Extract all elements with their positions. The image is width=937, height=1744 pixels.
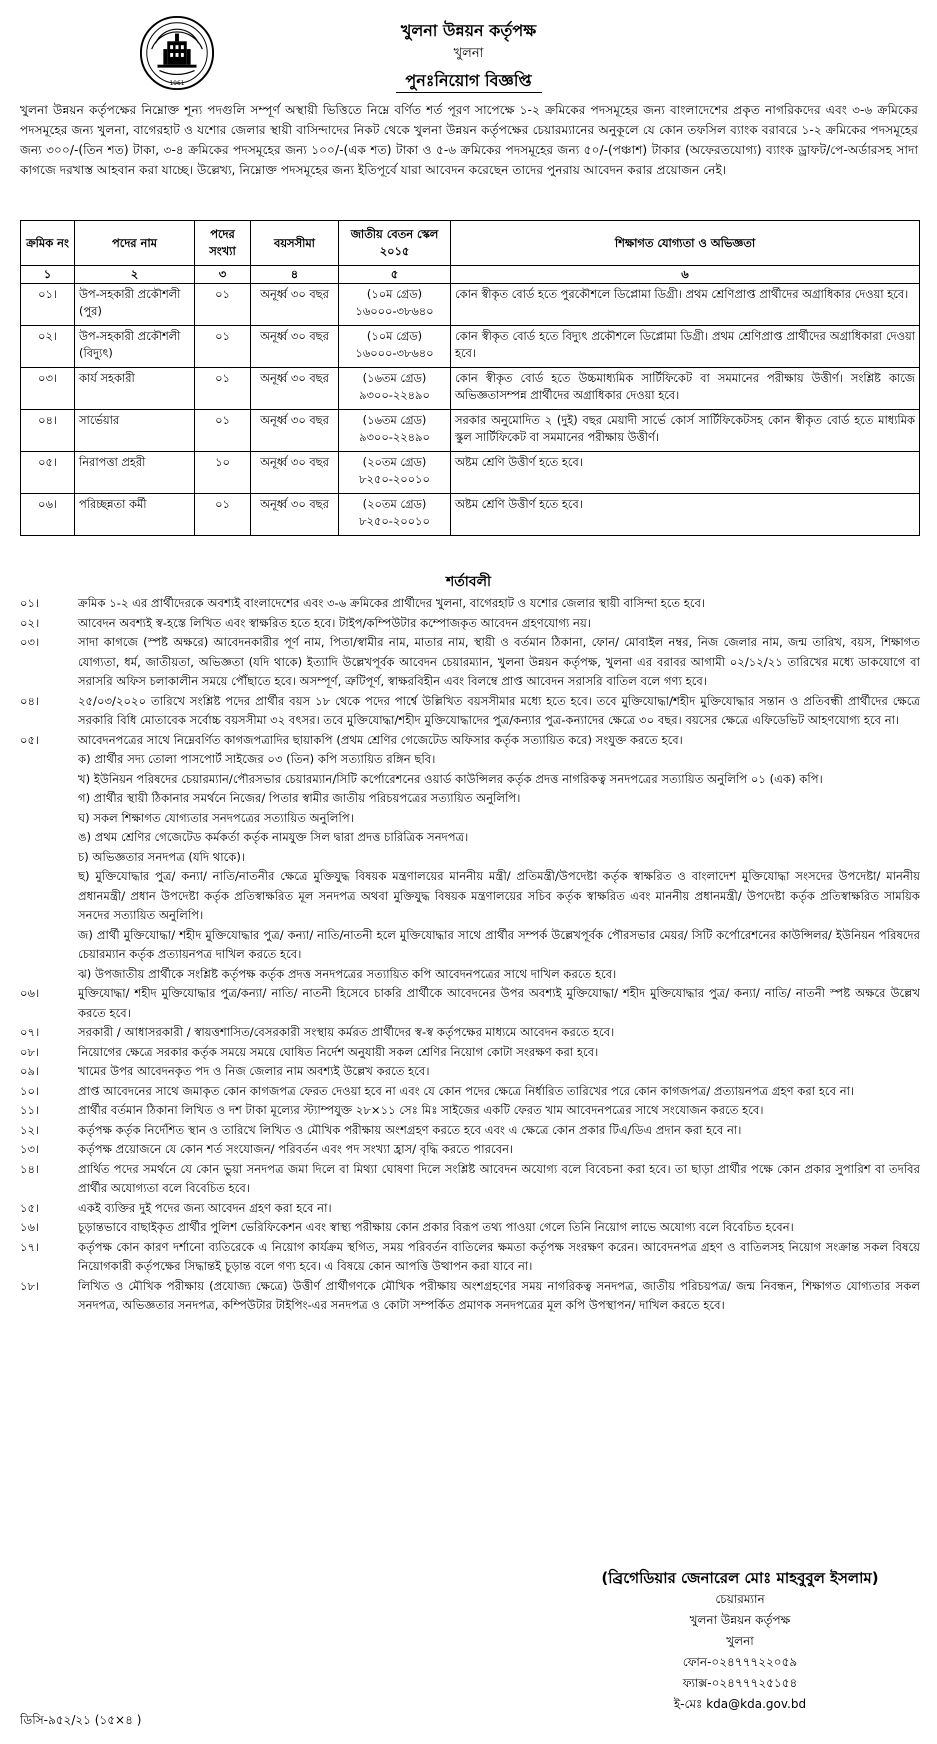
signatory-organization: খুলনা উন্নয়ন কর্তৃপক্ষ — [689, 1613, 791, 1627]
qualification-cell: কোন স্বীকৃত বোর্ড হতে বিদ্যুৎ প্রকৌশলে ডিপ্লোমা ডিগ্রী। প্রথম শ্রেণিপ্রাপ্ত প্রার্থীদের অগ্রাধিকারা দেওয়া হবে। — [451, 326, 920, 368]
pay-scale-cell — [339, 284, 451, 326]
condition-number: ১৫। — [20, 1200, 40, 1215]
age-limit-cell: অনূর্ধ্ব ৩০ বছর — [251, 368, 339, 410]
intro-paragraph: খুলনা উন্নয়ন কর্তৃপক্ষের নিম্নোক্ত শূন্য পদগুলি সম্পূর্ণ অস্থায়ী ভিত্তিতে নিম্নে বর্ণিত শর্ত পূরণ সাপেক্ষে ১-২ ক্রমিকের পদসমূহের জন্য বাংলাদেশের প্রকৃত নাগরিকদের এবং ৩-৬ ক্রমিকের পদসমূহের জন্য খুলনা, বাগেরহাট ও যশোর জেলার স্থায়ী বাসিন্দাদের নিকট থেকে খুলনা উন্নয়ন কর্তৃপক্ষের চেয়ারম্যানের অনুকূলে যে কোন তফসিল ব্যাংক বরাবরে ১-২ ক্রমিকের পদসমূহের জন্য ৩০০/-(তিন শত) টাকা, ৩-৪ ক্রমিকের পদসমূহের জন্য ১০০/-(এক শত) টাকা ও ৫-৬ ক্রমিকের পদসমূহের জন্য ৫০/-(পঞ্চাশ) টাকার (অফেরতযোগ্য) ব্যাংক ড্রাফট/পে-অর্ডারসহ সাদা কাগজে দরখাস্ত আহবান করা যাচ্ছে। উল্লেখ্য, নিম্নোক্ত পদসমূহের জন্য ইতিপূর্বে যারা আবেদন করেছেন তাদের পুনরায় আবেদন করার প্রয়োজন নেই। — [20, 103, 918, 177]
condition-text: কর্তৃপক্ষ কর্তৃক নির্দেশিত স্থান ও তারিখে লিখিত ও মৌখিক পরীক্ষায় অংশগ্রহণ করতে হবে এবং এ ক্ষেত্রে কোন প্রকার টিএ/ডিএ প্রদান করা হবে না। — [78, 1122, 742, 1137]
condition-number: ১৭। — [20, 1239, 40, 1254]
condition-number: ০২। — [20, 615, 40, 630]
condition-number: ০৬। — [20, 986, 40, 1000]
post-name-cell: কার্য সহকারী — [75, 368, 195, 410]
condition-text: আবেদন অবশ্যই স্ব-হস্তে লিখিত এবং স্বাক্ষরিত হতে হবে। টাইপ/কম্পিউটার কম্পোজকৃত আবেদন গ্রহণযোগ্য নয়। — [78, 615, 591, 630]
email-address: ই-মেঃ kda@kda.gov.bd — [673, 1697, 807, 1711]
condition-sub-item: ছ) মুক্তিযোদ্ধার পুত্র/ কন্যা/ নাতি/নাতনীর ক্ষেত্রে মুক্তিযুদ্ধ বিষয়ক মন্ত্রণালয়ের মাননীয় মন্ত্রী/ প্রতিমন্ত্রী/উপদেষ্টা কর্তৃক স্বাক্ষরিত ও বাংলাদেশ মুক্তিযোদ্ধা সংসদের উপদেষ্টা/ মাননীয় প্রধানমন্ত্রী/ প্রধান উপদেষ্টা কর্তৃক প্রতিস্বাক্ষরিত মূল সনদপত্র অথবা মুক্তিযুদ্ধ বিষয়ক মন্ত্রণালয়ের সচিব কর্তৃক স্বাক্ষরিত এবং মাননীয় প্রধানমন্ত্রী/ উপদেষ্টা কর্তৃক প্রতিস্বাক্ষরিত সাময়িক সনদের সত্যায়িত অনুলিপি। — [78, 869, 920, 922]
post-count-cell: ১০ — [195, 452, 251, 494]
condition-item — [20, 1082, 920, 1102]
condition-number: ১৪। — [20, 1161, 40, 1176]
pay-scale-cell — [339, 494, 451, 536]
condition-item — [20, 1277, 920, 1316]
age-limit-cell: অনূর্ধ্ব ৩০ বছর — [251, 410, 339, 452]
table-row — [21, 452, 920, 494]
column-number: ৬ — [451, 266, 920, 284]
condition-text: নিয়োগের ক্ষেত্রে সরকার কর্তৃক সময়ে সময়ে ঘোষিত নির্দেশ অনুযায়ী সকল শ্রেণির নিয়োগ কোটা সংরক্ষণ করা হবে। — [78, 1044, 599, 1059]
condition-number: ০১। — [20, 596, 40, 610]
condition-text: সাদা কাগজে (স্পষ্ট অক্ষরে) আবেদনকারীর পূর্ণ নাম, পিতা/স্বামীর নাম, মাতার নাম, স্থায়ী ও বর্তমান ঠিকানা, ফোন/ মোবাইল নম্বর, নিজ জেলার নাম, জন্ম তারিখ, বয়স, শিক্ষাগত যোগ্যতা, ধর্ম, জাতীয়তা, অভিজ্ঞতা (যদি থাকে) ইত্যাদি উল্লেখপূর্বক আবেদন চেয়ারম্যান, খুলনা উন্নয়ন কর্তৃপক্ষ, খুলনা এর বরাবর আগামী ০২/১২/২১ তারিখের মধ্যে ডাকযোগে বা সরাসরি অফিস চলাকালীন সময়ে পৌঁছাতে হবে। অসম্পূর্ণ, ত্রুটিপূর্ণ, স্বাক্ষরবিহীন এবং বিলম্বে প্রাপ্ত আবেদন সরাসরি বাতিল বলে গণ্য হবে। — [78, 635, 920, 688]
condition-sub-item: ঝ) উপজাতীয় প্রার্থীকে সংশ্লিষ্ট কর্তৃপক্ষ কর্তৃক প্রদত্ত সনদপত্রের সত্যায়িত কপি আবেদনপত্রের সাথে দাখিল করতে হবে। — [78, 966, 617, 981]
pay-grade: (১৬তম গ্রেড) — [362, 413, 427, 427]
pay-scale-cell — [339, 368, 451, 410]
table-row — [21, 494, 920, 536]
fax-number: ফ্যাক্স-০২৪৭৭৭২৫১৫৪ — [682, 1676, 798, 1690]
post-rows — [21, 284, 920, 536]
pay-range: ১৬০০০-৩৮৬৪০ — [355, 346, 434, 360]
qualification-cell: কোন স্বীকৃত বোর্ড হতে পুরকৌশলে ডিপ্লোমা ডিগ্রী। প্রথম শ্রেণিপ্রাপ্ত প্রার্থীদের অগ্রাধিকার দেওয়া হবে। — [451, 284, 920, 326]
condition-text: খামের উপর আবেদনকৃত পদ ও নিজ জেলার নাম অবশ্যই উল্লেখ করতে হবে। — [78, 1064, 430, 1078]
condition-number: ১৩। — [20, 1142, 40, 1156]
condition-item — [20, 1023, 920, 1043]
pay-scale-cell — [339, 326, 451, 368]
table-header-row — [21, 221, 920, 266]
condition-text: প্রার্থিত পদের সমর্থনে যে কোন ভুয়া সনদপত্র জমা দিলে বা মিথ্যা ঘোষণা দিলে সংশ্লিষ্ট আবেদন অযোগ্য বলে বিবেচনা করা হবে। তা ছাড়া প্রার্থীর পক্ষে কোন প্রকার সুপারিশ বা তদবির প্রার্থীর অযোগ্যতা বলে বিবেচিত হবে। — [78, 1161, 920, 1195]
table-row — [21, 284, 920, 326]
serial-cell: ০৪। — [21, 410, 75, 452]
post-name-cell: উপ-সহকারী প্রকৌশলী (পুর) — [75, 284, 195, 326]
condition-text: ২৫/০৩/২০২০ তারিখে সংশ্লিষ্ট পদের প্রার্থীর বয়স ১৮ থেকে পদের পার্শ্বে উল্লিখিত বয়সসীমার মধ্যে হতে হবে। তবে মুক্তিযোদ্ধা/শহীদ মুক্তিযোদ্ধার সন্তান ও প্রতিবন্ধী প্রার্থীদের ক্ষেত্রে সরকারি বিধি মোতাবেক সর্বোচ্চ বয়সসীমা ৩২ বৎসর। তবে মুক্তিযোদ্ধা/শহীদ মুক্তিযোদ্ধাদের পুত্র/কন্যার পুত্র-কন্যাদের ক্ষেত্রে ৩০ বছর। বয়সের ক্ষেত্রে এফিডেভিট আহণযোগ্য হবে না। — [78, 693, 920, 727]
condition-item — [20, 1160, 920, 1199]
condition-item — [20, 1101, 920, 1121]
condition-number: ১৬। — [20, 1220, 40, 1234]
table-row — [21, 410, 920, 452]
condition-item — [20, 984, 920, 1023]
condition-sub-item: জ) প্রার্থী মুক্তিযোদ্ধা/ শহীদ মুক্তিযোদ্ধার পুত্র/ কন্যা/ নাতি/নাতনী হলে মুক্তিযোদ্ধার সাথে প্রার্থীর সম্পর্ক উল্লেখপূর্বক পৌরসভার মেয়র/ সিটি কর্পোরেশনের কাউন্সিলর/ ইউনিয়ন পরিষদের চেয়ারম্যান কর্তৃক প্রত্যায়নপত্র দাখিল করতে হবে। — [78, 927, 920, 961]
pay-range: ৮২৫০-২০০১০ — [359, 514, 430, 528]
posts-table — [20, 220, 920, 536]
condition-text: চূড়ান্তভাবে বাছাইকৃত প্রার্থীর পুলিশ ভেরিফিকেশন এবং স্বাস্থ্য পরীক্ষায় কোন প্রকার বিরূপ তথ্য পাওয়া গেলে তিনি নিয়োগ লাভে অযোগ্য বলে বিবেচিত হবেন। — [78, 1220, 794, 1234]
column-number: ৫ — [339, 266, 451, 284]
age-limit-cell: অনূর্ধ্ব ৩০ বছর — [251, 284, 339, 326]
pay-range: ৯৩০০-২২৪৯০ — [359, 430, 430, 444]
signature-block — [560, 1568, 920, 1715]
header-serial: ক্রমিক নং — [21, 221, 75, 266]
condition-item — [20, 594, 920, 614]
condition-item — [20, 633, 920, 692]
condition-sub-item: ঘ) সকল শিক্ষাগত যোগ্যতার সনদপত্রের সত্যায়িত অনুলিপি। — [78, 810, 354, 825]
condition-number: ১০। — [20, 1083, 40, 1098]
header-pay-scale: জাতীয় বেতন স্কেল ২০১৫ — [339, 221, 451, 266]
condition-number: ০৩। — [20, 635, 40, 649]
condition-number: ১৮। — [20, 1278, 40, 1293]
header-post-name: পদের নাম — [75, 221, 195, 266]
condition-item — [20, 1121, 920, 1141]
condition-text: ক্রমিক ১-২ এর প্রার্থীদেরকে অবশ্যই বাংলাদেশের এবং ৩-৬ ক্রমিকের প্রার্থীদের খুলনা, বাগেরহাট ও যশোর জেলার স্থায়ী বাসিন্দা হতে হবে। — [78, 596, 706, 610]
condition-text: প্রার্থীর বর্তমান ঠিকানা লিখিত ও দশ টাকা মূল্যের স্ট্যাম্পযুক্ত ২৮×১১ সেঃ মিঃ সাইজের একটি ফেরত খাম আবেদনপত্রের সাথে সংযোজন করতে হবে। — [78, 1103, 764, 1117]
pay-grade: (২০তম গ্রেড) — [362, 455, 427, 469]
condition-sub-item: খ) ইউনিয়ন পরিষদের চেয়ারম্যান/পৌরসভার চেয়ারম্যান/সিটি কর্পোরেশনের ওয়ার্ড কাউন্সিলর কর্তৃক প্রদত্ত নাগরিকত্ব সনদপত্রের সত্যায়িত অনুলিপি ০১ (এক) কপি। — [78, 771, 823, 786]
condition-item — [20, 692, 920, 731]
condition-item — [20, 1199, 920, 1219]
phone-number: ফোন-০২৪৭৭৭২২০৫৯ — [682, 1655, 798, 1669]
serial-cell: ০৬। — [21, 494, 75, 536]
qualification-cell: অষ্টম শ্রেণি উত্তীর্ণ হতে হবে। — [451, 452, 920, 494]
condition-item — [20, 1140, 920, 1160]
post-name-cell: পরিচ্ছন্নতা কর্মী — [75, 494, 195, 536]
pay-grade: (২০তম গ্রেড) — [362, 497, 427, 511]
table-row — [21, 326, 920, 368]
condition-item — [20, 1238, 920, 1277]
condition-item — [20, 1043, 920, 1063]
age-limit-cell: অনূর্ধ্ব ৩০ বছর — [251, 326, 339, 368]
column-number: ৪ — [251, 266, 339, 284]
condition-sub-item: ঙ) প্রথম শ্রেণির গেজেটেড কর্মকর্তা কর্তৃক নামযুক্ত সিল দ্বারা প্রদত্ত চারিত্রিক সনদপত্র। — [78, 830, 469, 844]
notice-title: পুনঃনিয়োগ বিজ্ঞপ্তি — [405, 71, 532, 90]
pay-grade: (১০ম গ্রেড) — [366, 329, 423, 343]
pay-grade: (১০ম গ্রেড) — [366, 287, 423, 301]
serial-cell: ০৫। — [21, 452, 75, 494]
age-limit-cell: অনূর্ধ্ব ৩০ বছর — [251, 452, 339, 494]
condition-number: ০৮। — [20, 1044, 40, 1059]
qualification-cell: সরকার অনুমোদিত ২ (দুই) বছর মেয়াদী সার্ভে কোর্স সার্টিফিকেটসহ কোন স্বীকৃত বোর্ড হতে মাধ্যমিক স্কুল সার্টিফিকেট বা সমমানের পরীক্ষায় উত্তীর্ণ। — [451, 410, 920, 452]
condition-number: ০৫। — [20, 732, 40, 747]
condition-text: একই ব্যক্তির দুই পদের জন্য আবেদন গ্রহণ করা হবে না। — [78, 1200, 332, 1215]
condition-sub-item: ক) প্রার্থীর সদ্য তোলা পাসপোর্ট সাইজের ০৩ (তিন) কপি সত্যায়িত রঙ্গিন ছবি। — [78, 752, 436, 766]
memo-number: ডিসি-৯৫২/২১ (১৫×৪ ) — [20, 1713, 142, 1727]
condition-text: সরকারী / আধাসরকারী / স্বায়ত্তশাসিত/বেসরকারী সংস্থায় কর্মরত প্রার্থীদের স্ব-স্ব কর্তৃপক্ষের মাধ্যমে আবেদন করতে হবে। — [78, 1025, 615, 1039]
condition-number: ১১। — [20, 1103, 40, 1117]
logo-year: 1961 — [169, 81, 185, 88]
city-label: খুলনা — [453, 46, 484, 61]
column-number-row — [21, 266, 920, 284]
signatory-city: খুলনা — [726, 1634, 754, 1648]
organization-title: খুলনা উন্নয়ন কর্তৃপক্ষ — [400, 21, 537, 40]
serial-cell: ০১। — [21, 284, 75, 326]
pay-range: ৯৩০০-২২৪৯০ — [359, 388, 430, 402]
condition-text: প্রাপ্ত আবেদনের সাথে জমাকৃত কোন কাগজপত্র ফেরত দেওয়া হবে না এবং যে কোন পদের ক্ষেত্রে নির্ধারিত তারিখের পরে কোন কাগজপত্র/ প্রত্যায়নপত্র গ্রহণ করা হবে না। — [78, 1083, 855, 1098]
condition-number: ০৯। — [20, 1064, 40, 1078]
post-count-cell: ০১ — [195, 284, 251, 326]
qualification-cell: কোন স্বীকৃত বোর্ড হতে উচ্চমাধ্যমিক সার্টিফিকেট বা সমমানের পরীক্ষায় উত্তীর্ণ। সংশ্লিষ্ট কাজে অভিজ্ঞতাসম্পন্ন প্রার্থীদের অগ্রাধিকার দেওয়া হবে। — [451, 368, 920, 410]
header-post-count: পদের সংখ্যা — [195, 221, 251, 266]
condition-item — [20, 614, 920, 634]
post-count-cell: ০১ — [195, 326, 251, 368]
condition-sub-item: গ) প্রার্থীর স্থায়ী ঠিকানার সমর্থনে নিজের/ পিতার স্বামীর জাতীয় পরিচয়পত্রের সত্যায়িত অনুলিপি। — [78, 791, 521, 805]
column-number: ৩ — [195, 266, 251, 284]
condition-item — [20, 731, 920, 985]
condition-sub-item: চ) অভিজ্ঞতার সনদপত্র (যদি থাকে)। — [78, 849, 246, 864]
condition-item — [20, 1218, 920, 1238]
pay-grade: (১৬তম গ্রেড) — [362, 371, 427, 385]
pay-scale-cell — [339, 410, 451, 452]
signatory-designation: চেয়ারম্যান — [715, 1592, 765, 1606]
condition-text: কর্তৃপক্ষ প্রয়োজনে যে কোন শর্ত সংযোজন/ পরিবর্তন এবং পদ সংখ্যা হ্রাস/ বৃদ্ধি করতে পারবেন। — [78, 1142, 514, 1156]
pay-range: ৮২৫০-২০০১০ — [359, 472, 430, 486]
conditions-title: শর্তাবলী — [445, 574, 492, 590]
qualification-cell: অষ্টম শ্রেণি উত্তীর্ণ হতে হবে। — [451, 494, 920, 536]
condition-text: লিখিত ও মৌখিক পরীক্ষায় (প্রযোজ্য ক্ষেত্রে) উত্তীর্ণ প্রার্থীগণকে মৌখিক পরীক্ষায় অংশগ্রহণের সময় নাগরিকত্ব সনদপত্র, জাতীয় পরিচয়পত্র/ জন্ম নিবন্ধন, শিক্ষাগত যোগ্যতার সকল সনদপত্র, অভিজ্ঞতার সনদপত্র, কম্পিউটার টাইপিং-এর সনদপত্র ও কোটা সম্পর্কিত প্রমাণক সনদপত্রের মূল কপি উপস্থাপন/ দাখিল করতে হবে। — [78, 1278, 920, 1312]
condition-number: ১২। — [20, 1122, 40, 1137]
condition-number: ০৪। — [20, 693, 40, 708]
post-count-cell: ০১ — [195, 494, 251, 536]
post-name-cell: সার্ভেয়ার — [75, 410, 195, 452]
conditions-list — [20, 594, 920, 1316]
pay-range: ১৬০০০-৩৮৬৪০ — [355, 304, 434, 318]
post-count-cell: ০১ — [195, 410, 251, 452]
signatory-name: (ব্রিগেডিয়ার জেনারেল মোঃ মাহবুবুল ইসলাম) — [601, 1569, 879, 1587]
condition-text: মুক্তিযোদ্ধা/ শহীদ মুক্তিযোদ্ধার পুত্র/কন্যা/ নাতি/ নাতনী হিসেবে চাকরি প্রার্থীকে আবেদনের উপর অবশ্যই মুক্তিযোদ্ধা/ শহীদ মুক্তিযোদ্ধার পুত্র/ কন্যা/ নাতি/ নাতনী স্পষ্ট অক্ষরে উল্লেখ করতে হবে। — [78, 986, 920, 1020]
post-name-cell: নিরাপত্তা প্রহরী — [75, 452, 195, 494]
title-underline — [396, 92, 542, 93]
header-age-limit: বয়সসীমা — [251, 221, 339, 266]
post-name-cell: উপ-সহকারী প্রকৌশলী (বিদ্যুৎ) — [75, 326, 195, 368]
header-qualification: শিক্ষাগত যোগ্যতা ও অভিজ্ঞতা — [451, 221, 920, 266]
condition-number: ০৭। — [20, 1025, 40, 1039]
serial-cell: ০৩। — [21, 368, 75, 410]
column-number: ১ — [21, 266, 75, 284]
age-limit-cell: অনূর্ধ্ব ৩০ বছর — [251, 494, 339, 536]
column-number: ২ — [75, 266, 195, 284]
table-row — [21, 368, 920, 410]
condition-item — [20, 1062, 920, 1082]
serial-cell: ০২। — [21, 326, 75, 368]
post-count-cell: ০১ — [195, 368, 251, 410]
condition-text: আবেদনপত্রের সাথে নিম্নেবর্ণিত কাগজপত্রাদির ছায়াকপি (প্রথম শ্রেণির গেজেটেড অফিসার কর্তৃক সত্যায়িত করে) সংযুক্ত করতে হবে। — [78, 732, 683, 747]
condition-text: কর্তৃপক্ষ কোন কারণ দর্শানো ব্যতিরেকে এ নিয়োগ কার্যক্রম স্থগিত, সময় পরিবর্তন বাতিলের ক্ষমতা কর্তৃপক্ষ সংরক্ষণ করেন। আবেদনপত্র গ্রহণ ও বাতিলসহ নিয়োগ সংক্রান্ত সকল বিষয়ে নিয়োগকারী কর্তৃপক্ষের সিদ্ধান্তই চূড়ান্ত বলে গণ্য হবে। এ বিষয়ে কোন আপত্তি উত্থাপন করা যাবে না। — [78, 1239, 920, 1273]
pay-scale-cell — [339, 452, 451, 494]
